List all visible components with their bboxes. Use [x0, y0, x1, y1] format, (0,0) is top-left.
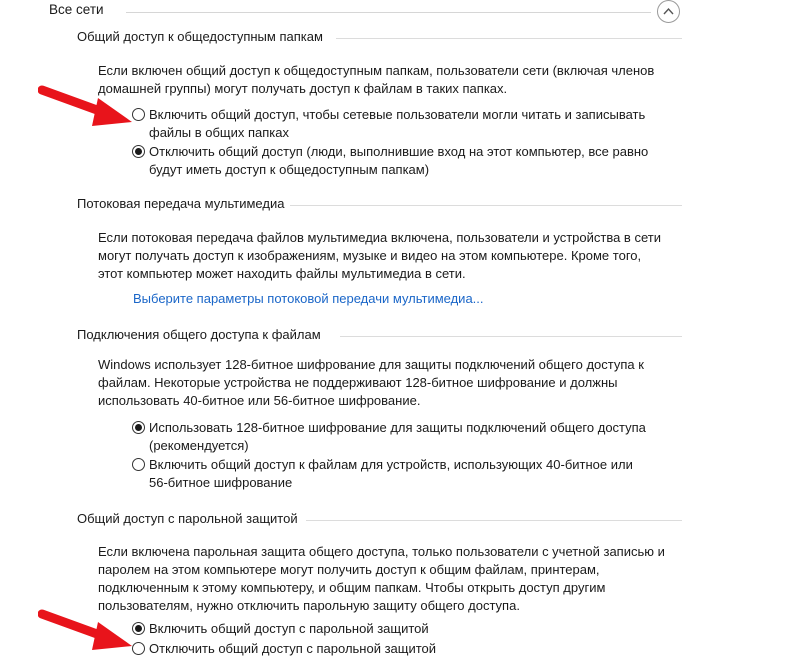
description-line: могут получать доступ к изображениям, музыке и видео на этом компьютере. Кроме того, [98, 248, 642, 263]
header-divider [126, 12, 651, 13]
description-line: файлам. Некоторые устройства не поддерживают 128-битное шифрование и должны [98, 375, 618, 390]
section-description [98, 229, 698, 283]
description-line: Windows использует 128-битное шифрование для защиты подключений общего доступа к [98, 357, 644, 372]
label-line: (рекомендуется) [149, 438, 249, 453]
radio-label [149, 620, 689, 638]
radio-label [149, 143, 689, 179]
label-line: Включить общий доступ, чтобы сетевые пользователи могли читать и записывать [149, 107, 646, 122]
description-line: этот компьютер может находить файлы мультимедиа в сети. [98, 266, 466, 281]
description-line: Если включена парольная защита общего доступа, только пользователи с учетной записью и [98, 544, 665, 559]
label-line: Включить общий доступ с парольной защитой [149, 621, 429, 636]
radio-label [149, 640, 689, 658]
radio-button[interactable] [132, 458, 145, 471]
section-title-public-folders: Общий доступ к общедоступным папкам [77, 29, 323, 44]
label-line: Отключить общий доступ с парольной защитой [149, 641, 437, 656]
description-line: использовать 40-битное или 56-битное шифрование. [98, 393, 421, 408]
collapse-button[interactable] [657, 0, 680, 23]
section-divider [340, 336, 682, 337]
radio-button[interactable] [132, 421, 145, 434]
label-line: Включить общий доступ к файлам для устройств, использующих 40-битное или [149, 457, 633, 472]
red-arrow-icon [38, 84, 134, 130]
description-line: подключенным к этому компьютеру, и общим папкам. Чтобы открыть доступ другим [98, 580, 606, 595]
section-description [98, 356, 698, 410]
radio-label [149, 456, 689, 492]
description-line: Если включен общий доступ к общедоступным папкам, пользователи сети (включая членов [98, 63, 655, 78]
label-line: 56-битное шифрование [149, 475, 293, 490]
radio-label [149, 419, 689, 455]
radio-label [149, 106, 689, 142]
media-streaming-options-link[interactable]: Выберите параметры потоковой передачи мультимедиа... [133, 291, 484, 306]
section-divider [290, 205, 682, 206]
section-title-media-streaming: Потоковая передача мультимедиа [77, 196, 285, 211]
label-line: файлы в общих папках [149, 125, 290, 140]
section-description [98, 62, 698, 98]
description-line: Если потоковая передача файлов мультимедиа включена, пользователи и устройства в сети [98, 230, 661, 245]
label-line: Использовать 128-битное шифрование для защиты подключений общего доступа [149, 420, 646, 435]
all-networks-label: Все сети [49, 2, 104, 17]
label-line: Отключить общий доступ (люди, выполнившие вход на этот компьютер, все равно [149, 144, 649, 159]
red-arrow-icon [38, 608, 134, 654]
chevron-up-icon [663, 7, 674, 15]
radio-button[interactable] [132, 145, 145, 158]
description-line: паролем на этом компьютере могут получить доступ к общим файлам, принтерам, [98, 562, 600, 577]
section-divider [336, 38, 682, 39]
description-line: пользователям, нужно отключить парольную защиту общего доступа. [98, 598, 520, 613]
section-title-file-sharing-connections: Подключения общего доступа к файлам [77, 327, 321, 342]
description-line: домашней группы) могут получать доступ к файлам в таких папках. [98, 81, 508, 96]
section-title-password-protected-sharing: Общий доступ с парольной защитой [77, 511, 298, 526]
section-description [98, 543, 698, 615]
label-line: будут иметь доступ к общедоступным папкам) [149, 162, 430, 177]
section-divider [306, 520, 682, 521]
